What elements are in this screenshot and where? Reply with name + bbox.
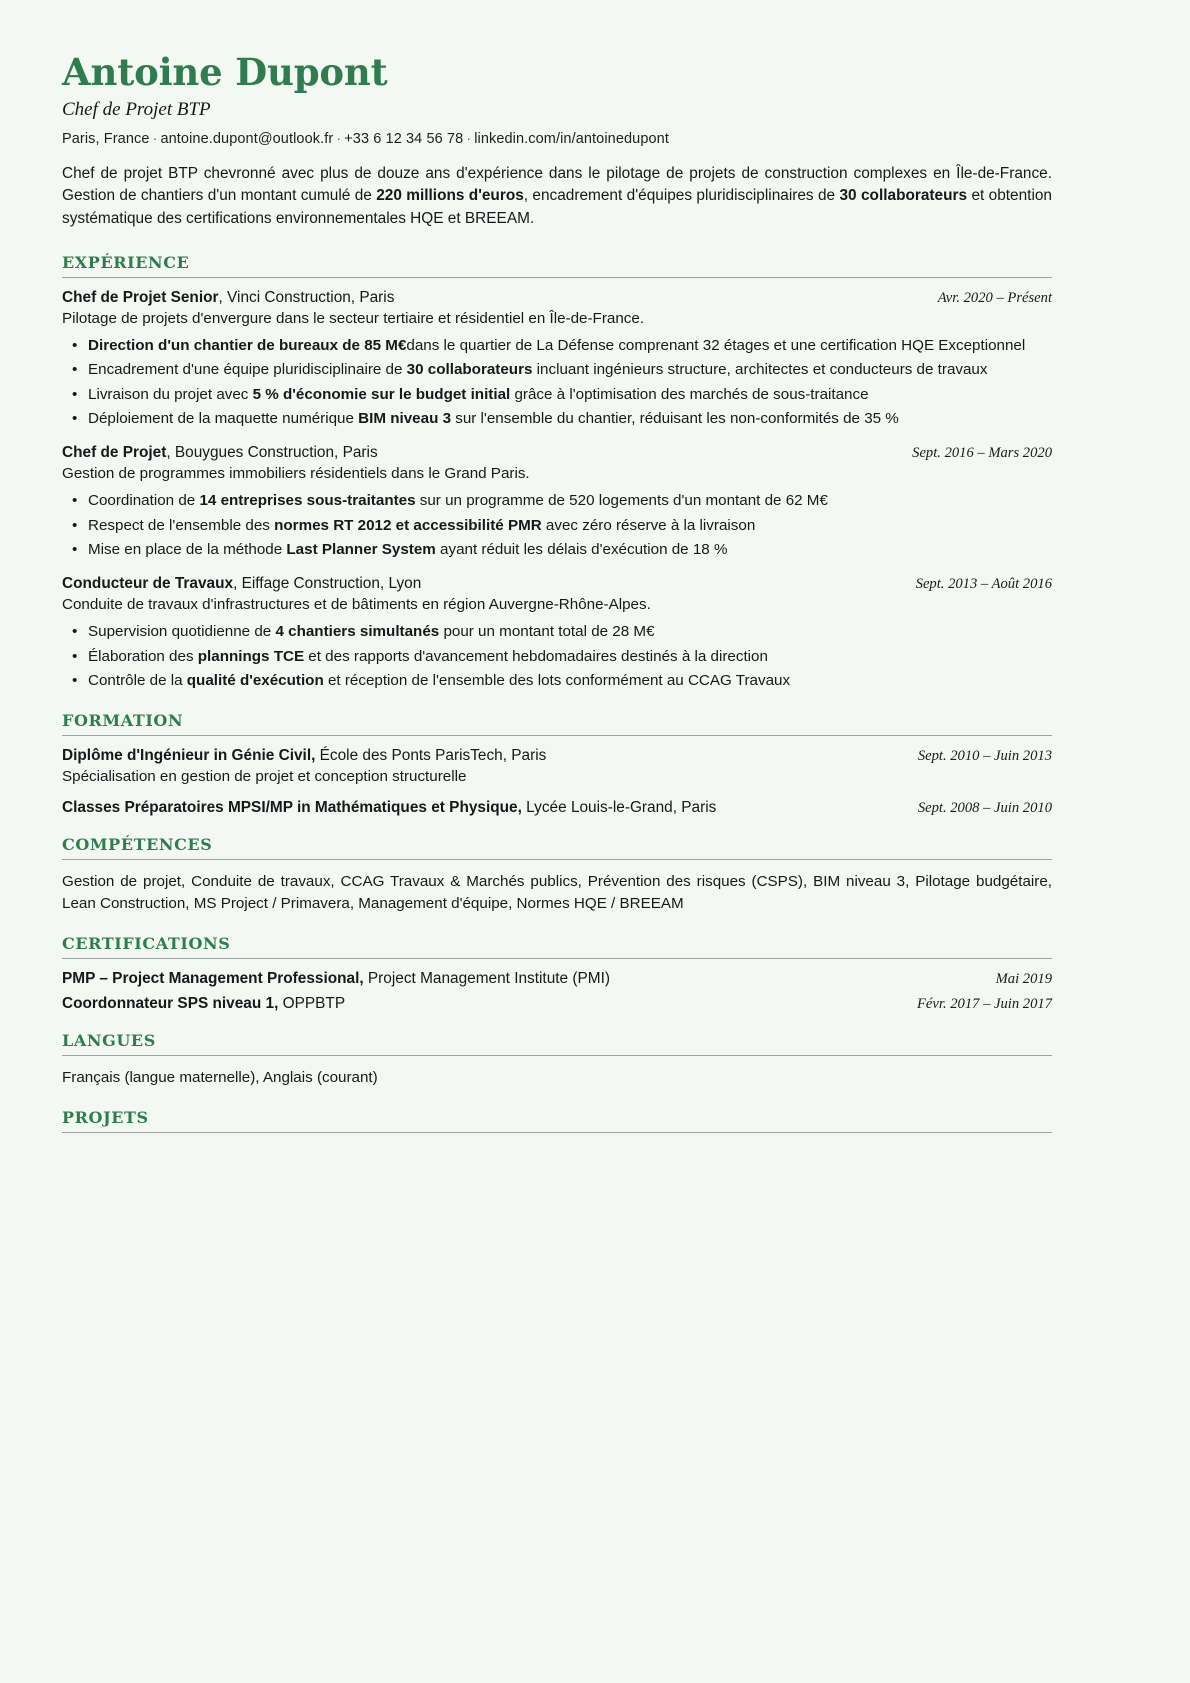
formation-summary: Spécialisation en gestion de projet et conception structurelle	[62, 767, 467, 785]
competences-text: Gestion de projet, Conduite de travaux, CCAG Travaux & Marchés publics, Prévention des risques (CSPS), BIM niveau 3, Pilotage budgétaire, Lean Construction, MS Project / Primavera, Management d'équipe, Normes HQE / BREEAM	[62, 872, 1052, 913]
experience-title: Chef de Projet, Bouygues Construction, Paris	[62, 444, 378, 462]
divider	[62, 958, 1052, 959]
list-item: • Direction d'un chantier de bureaux de 85 M€dans le quartier de La Défense comprenant 32 étages et une certification HQE Exceptionnel	[62, 335, 1052, 357]
experience-bullets	[62, 621, 1052, 692]
formation-list	[62, 747, 1052, 817]
experience-title: Chef de Projet Senior, Vinci Construction, Paris	[62, 289, 395, 307]
contact-location: Paris, France	[62, 130, 150, 147]
formation-title: Classes Préparatoires MPSI/MP in Mathématiques et Physique, Lycée Louis-le-Grand, Paris	[62, 798, 717, 816]
experience-item	[62, 575, 1052, 692]
formation-header	[62, 799, 1052, 817]
section-heading-projets: PROJETS	[62, 1107, 149, 1127]
contact-email[interactable]: antoine.dupont@outlook.fr	[160, 130, 334, 147]
certifications-list	[62, 970, 1052, 1013]
certification-title: PMP – Project Management Professional, Project Management Institute (PMI)	[62, 970, 610, 988]
certification-date: Mai 2019	[995, 971, 1052, 988]
section-heading-certifications: CERTIFICATIONS	[62, 934, 231, 954]
certification-date: Févr. 2017 – Juin 2017	[917, 996, 1052, 1013]
divider	[62, 735, 1052, 736]
experience-list	[62, 289, 1052, 692]
job-title: Chef de Projet BTP	[62, 98, 211, 120]
list-item: • Livraison du projet avec 5 % d'économie sur le budget initial grâce à l'optimisation des marchés de sous-traitance	[62, 384, 1052, 406]
certification-title: Coordonnateur SPS niveau 1, OPPBTP	[62, 995, 346, 1013]
resume-content	[62, 52, 1052, 1133]
experience-item	[62, 444, 1052, 561]
certification-item	[62, 970, 1052, 988]
experience-date: Avr. 2020 – Présent	[937, 290, 1052, 307]
formation-title: Diplôme d'Ingénieur in Génie Civil, École des Ponts ParisTech, Paris	[62, 746, 547, 764]
list-item: • Contrôle de la qualité d'exécution et réception de l'ensemble des lots conformément au CCAG Travaux	[62, 670, 1052, 692]
section-heading-langues: LANGUES	[62, 1031, 156, 1051]
contact-separator: ·	[336, 130, 342, 147]
formation-item	[62, 799, 1052, 817]
list-item: • Déploiement de la maquette numérique BIM niveau 3 sur l'ensemble du chantier, réduisant les non-conformités de 35 %	[62, 408, 1052, 430]
experience-header	[62, 444, 1052, 462]
experience-header	[62, 575, 1052, 593]
experience-date: Sept. 2013 – Août 2016	[915, 576, 1052, 593]
experience-header	[62, 289, 1052, 307]
list-item: • Coordination de 14 entreprises sous-traitantes sur un programme de 520 logements d'un montant de 62 M€	[62, 490, 1052, 512]
section-heading-formation: FORMATION	[62, 710, 184, 730]
experience-item	[62, 289, 1052, 430]
divider	[62, 1132, 1052, 1133]
langues-text: Français (langue maternelle), Anglais (courant)	[62, 1069, 378, 1087]
contact-separator: ·	[466, 130, 472, 147]
section-heading-competences: COMPÉTENCES	[62, 834, 213, 854]
experience-bullets	[62, 335, 1052, 430]
list-item: • Mise en place de la méthode Last Planner System ayant réduit les délais d'exécution de 18 %	[62, 539, 1052, 561]
formation-item	[62, 747, 1052, 785]
list-item: • Élaboration des plannings TCE et des rapports d'avancement hebdomadaires destinés à la direction	[62, 646, 1052, 668]
experience-summary: Gestion de programmes immobiliers résidentiels dans le Grand Paris.	[62, 465, 530, 483]
contact-separator: ·	[152, 130, 158, 147]
formation-header	[62, 747, 1052, 765]
page-title: Antoine Dupont	[62, 50, 388, 94]
certification-item	[62, 995, 1052, 1013]
experience-summary: Pilotage de projets d'envergure dans le secteur tertiaire et résidentiel en Île-de-France.	[62, 310, 645, 328]
divider	[62, 1055, 1052, 1056]
list-item: • Supervision quotidienne de 4 chantiers simultanés pour un montant total de 28 M€	[62, 621, 1052, 643]
divider	[62, 859, 1052, 860]
experience-date: Sept. 2016 – Mars 2020	[912, 445, 1052, 462]
formation-date: Sept. 2008 – Juin 2010	[917, 799, 1052, 816]
formation-date: Sept. 2010 – Juin 2013	[917, 747, 1052, 764]
contact-line	[62, 131, 1052, 147]
list-item: • Respect de l'ensemble des normes RT 2012 et accessibilité PMR avec zéro réserve à la livraison	[62, 515, 1052, 537]
section-heading-experience: EXPÉRIENCE	[62, 253, 190, 273]
contact-phone[interactable]: +33 6 12 34 56 78	[344, 130, 464, 147]
profile-summary: Chef de projet BTP chevronné avec plus de douze ans d'expérience dans le pilotage de projets de construction complexes en Île-de-France. Gestion de chantiers d'un montant cumulé de 220 millions d'euros, encadrement d'équipes pluridisciplinaires de 30 collaborateurs et obtention systématique des certifications environnementales HQE et BREEAM.	[62, 164, 1052, 228]
contact-linkedin[interactable]: linkedin.com/in/antoinedupont	[474, 130, 669, 147]
experience-summary: Conduite de travaux d'infrastructures et de bâtiments en région Auvergne-Rhône-Alpes.	[62, 596, 651, 614]
divider	[62, 277, 1052, 278]
list-item: • Encadrement d'une équipe pluridisciplinaire de 30 collaborateurs incluant ingénieurs structure, architectes et conducteurs de travaux	[62, 359, 1052, 381]
experience-title: Conducteur de Travaux, Eiffage Construction, Lyon	[62, 575, 422, 593]
experience-bullets	[62, 490, 1052, 561]
